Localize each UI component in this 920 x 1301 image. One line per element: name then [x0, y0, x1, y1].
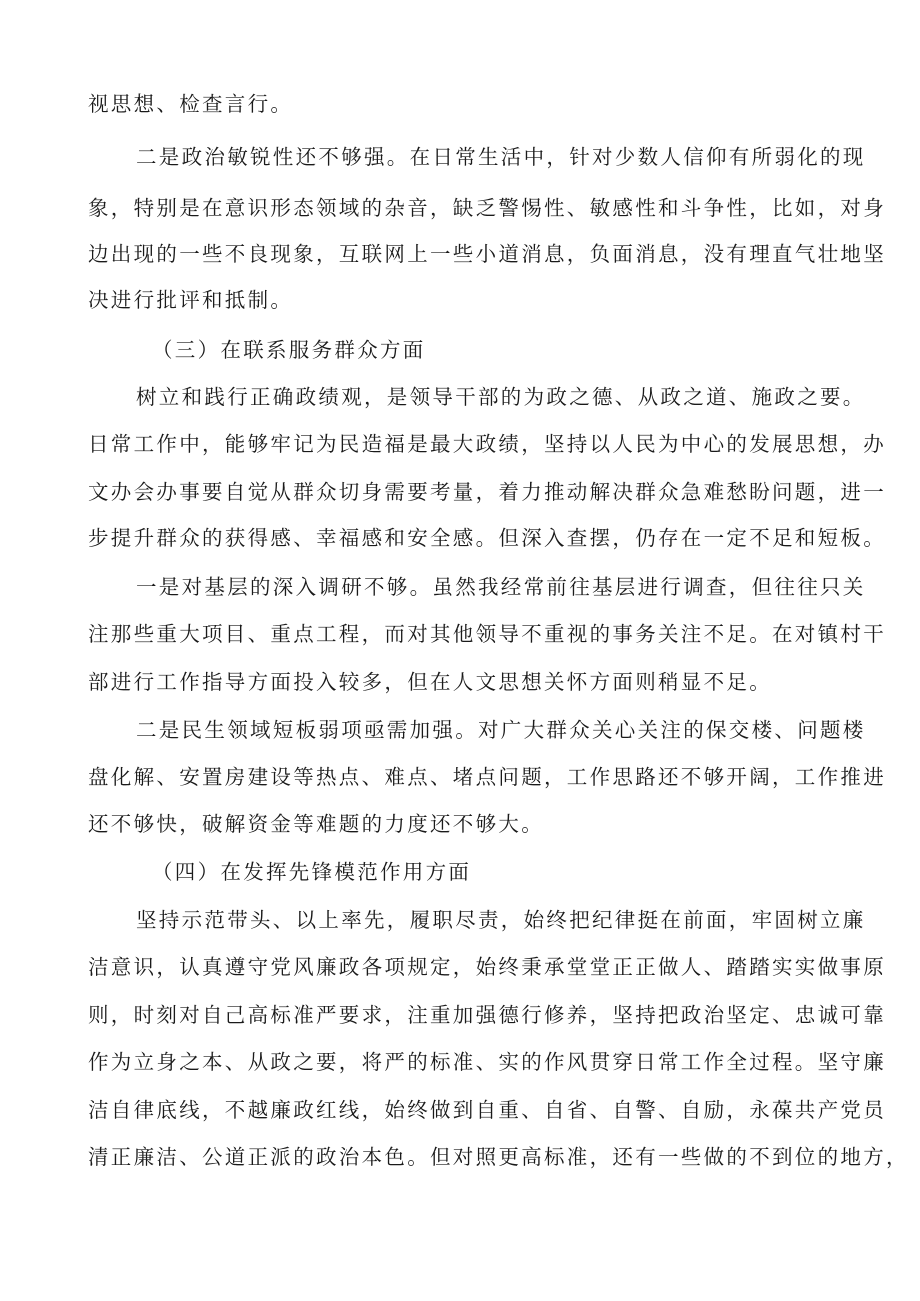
text-line: 坚持示范带头、以上率先，履职尽责，始终把纪律挺在前面，牢固树立廉	[136, 908, 866, 932]
text-line: 洁自律底线，不越廉政红线，始终做到自重、自省、自警、自励，永葆共产党员	[88, 1098, 886, 1122]
text-line: 部进行工作指导方面投入较多，但在人文思想关怀方面则稍显不足。	[88, 670, 772, 694]
text-line: 步提升群众的获得感、幸福感和安全感。但深入查摆，仍存在一定不足和短板。	[88, 526, 886, 550]
text-line: 二是民生领域短板弱项亟需加强。对广大群众关心关注的保交楼、问题楼	[136, 718, 866, 742]
text-line: 决进行批评和抵制。	[88, 288, 294, 312]
text-line: 文办会办事要自觉从群众切身需要考量，着力推动解决群众急难愁盼问题，进一	[88, 480, 886, 504]
text-line: 树立和践行正确政绩观，是领导干部的为政之德、从政之道、施政之要。	[136, 385, 866, 409]
text-line: 日常工作中，能够牢记为民造福是最大政绩，坚持以人民为中心的发展思想，办	[88, 432, 886, 456]
text-line: 盘化解、安置房建设等热点、难点、堵点问题，工作思路还不够开阔，工作推进	[88, 765, 886, 789]
text-line: 则，时刻对自己高标准严要求，注重加强德行修养，坚持把政治坚定、忠诚可靠	[88, 1003, 886, 1027]
text-line: 注那些重大项目、重点工程，而对其他领导不重视的事务关注不足。在对镇村干	[88, 622, 886, 646]
section-heading: （三）在联系服务群众方面	[152, 338, 426, 362]
text-line: 象，特别是在意识形态领域的杂音，缺乏警惕性、敏感性和斗争性，比如，对身	[88, 196, 886, 220]
text-line: 一是对基层的深入调研不够。虽然我经常前往基层进行调查，但往往只关	[136, 575, 866, 599]
text-line: 洁意识，认真遵守党风廉政各项规定，始终秉承堂堂正正做人、踏踏实实做事原	[88, 955, 886, 979]
text-line: 边出现的一些不良现象，互联网上一些小道消息，负面消息，没有理直气壮地坚	[88, 242, 886, 266]
text-line: 作为立身之本、从政之要，将严的标准、实的作风贯穿日常工作全过程。坚守廉	[88, 1050, 886, 1074]
text-line: 二是政治敏锐性还不够强。在日常生活中，针对少数人信仰有所弱化的现	[136, 145, 866, 169]
text-line: 还不够快，破解资金等难题的力度还不够大。	[88, 812, 544, 836]
text-line: 清正廉洁、公道正派的政治本色。但对照更高标准，还有一些做的不到位的地方，	[88, 1145, 909, 1169]
section-heading: （四）在发挥先锋模范作用方面	[152, 860, 472, 884]
text-line: 视思想、检查言行。	[88, 92, 294, 116]
